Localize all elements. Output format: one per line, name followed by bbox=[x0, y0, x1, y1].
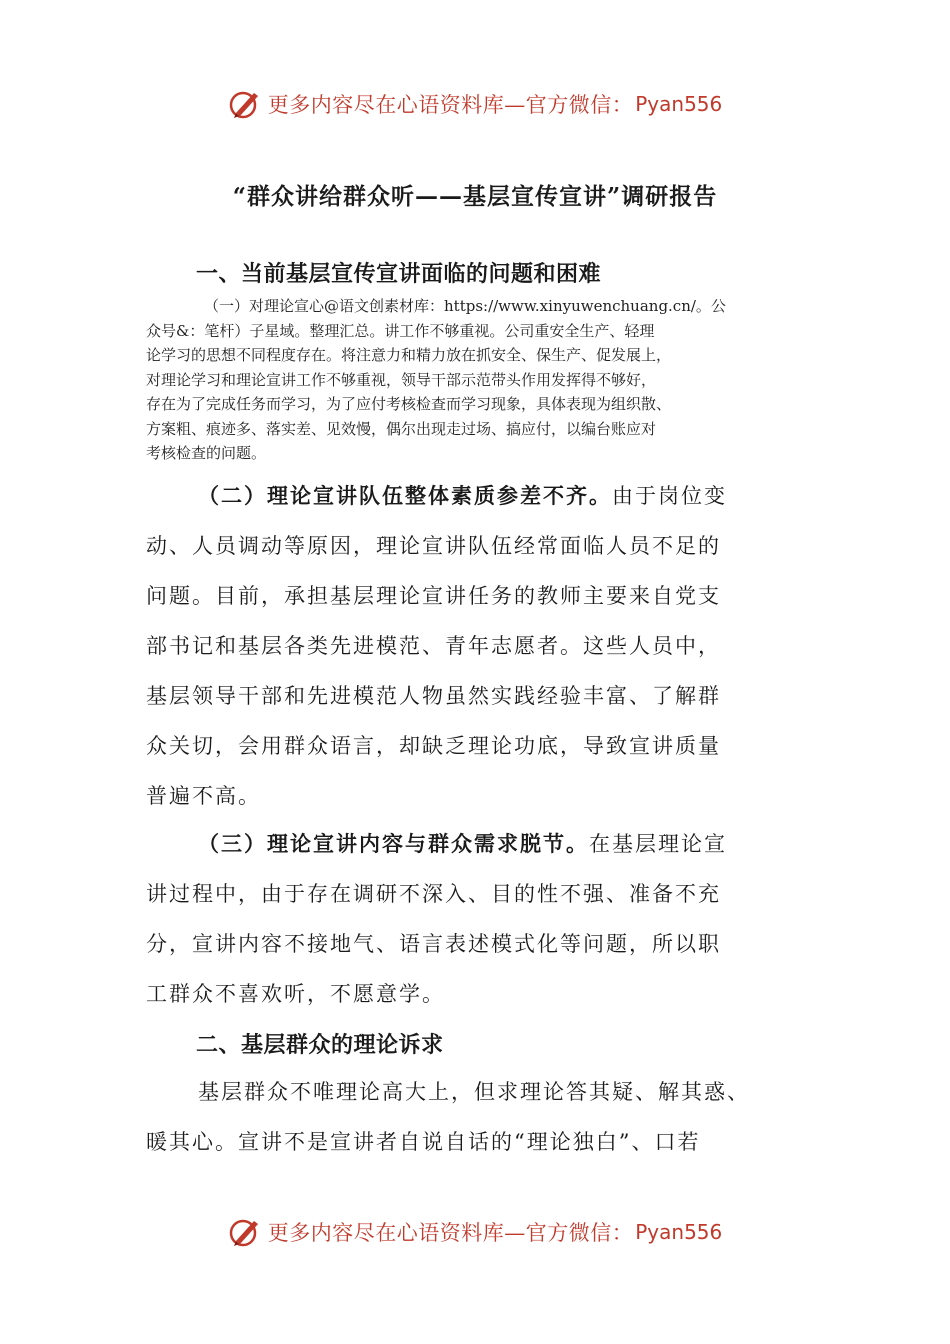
pen-logo-icon bbox=[228, 1215, 262, 1249]
paragraph-line: 对理论学习和理论宣讲工作不够重视，领导干部示范带头作用发挥得不够好， bbox=[146, 370, 657, 389]
paragraph-line: 问题。目前，承担基层理论宣讲任务的教师主要来自党支 bbox=[146, 584, 721, 608]
banner-brand-text: 更多内容尽在心语资料库—官方微信： bbox=[267, 1221, 634, 1245]
paragraph-lead: （三）理论宣讲内容与群众需求脱节。 bbox=[198, 831, 589, 856]
paragraph-line: 论学习的思想不同程度存在。将注意力和精力放在抓安全、保生产、促发展上， bbox=[146, 346, 672, 364]
paragraph-line: 方案粗、痕迹多、落实差、见效慢，偶尔出现走过场、搞应付，以编台账应对 bbox=[146, 419, 657, 438]
paragraph-line: 考核检查的问题。 bbox=[146, 444, 267, 462]
paragraph-line: 部书记和基层各类先进模范、青年志愿者。这些人员中， bbox=[146, 634, 721, 658]
paragraph-line: 普遍不高。 bbox=[146, 784, 261, 808]
paragraph-line: 众号&：笔杆）子星域。整理汇总。讲工作不够重视。公司重安全生产、轻理 bbox=[146, 321, 655, 340]
paragraph-line: 基层领导干部和先进模范人物虽然实践经验丰富、了解群 bbox=[146, 684, 721, 708]
paragraph-line: 基层群众不唯理论高大上，但求理论答其疑、解其惑、 bbox=[198, 1080, 750, 1104]
paragraph-text: 由于岗位变 bbox=[612, 484, 727, 508]
section-2-heading: 二、基层群众的理论诉求 bbox=[196, 1032, 444, 1058]
section-1-paragraph-1 bbox=[146, 294, 816, 466]
section-2-paragraph bbox=[146, 1067, 806, 1167]
paragraph-line bbox=[146, 819, 806, 869]
section-1-paragraph-3 bbox=[146, 819, 806, 1019]
paragraph-line: 分，宣讲内容不接地气、语言表述模式化等问题，所以职 bbox=[146, 932, 721, 956]
document-title: “群众讲给群众听——基层宣传宣讲”调研报告 bbox=[232, 183, 718, 210]
paragraph-line: 讲过程中，由于存在调研不深入、目的性不强、准备不充 bbox=[146, 882, 721, 906]
paragraph-line: 众关切，会用群众语言，却缺乏理论功底，导致宣讲质量 bbox=[146, 734, 721, 758]
paragraph-line: 暖其心。宣讲不是宣讲者自说自话的“理论独白”、口若 bbox=[146, 1130, 701, 1154]
paragraph-line: （一）对理论宣心@语文创素材库：https://www.xinyuwenchuang.cn/。公 bbox=[204, 297, 726, 315]
banner-account-text: Pyan556 bbox=[635, 92, 723, 116]
header-banner bbox=[0, 84, 950, 124]
pen-logo-icon bbox=[228, 87, 262, 121]
banner-brand-text: 更多内容尽在心语资料库—官方微信： bbox=[267, 93, 634, 117]
footer-banner bbox=[0, 1212, 950, 1252]
paragraph-line bbox=[146, 471, 806, 521]
paragraph-line: 存在为了完成任务而学习，为了应付考核检查而学习现象，具体表现为组织散、 bbox=[146, 395, 672, 413]
paragraph-line: 工群众不喜欢听，不愿意学。 bbox=[146, 982, 445, 1006]
paragraph-line: 动、人员调动等原因，理论宣讲队伍经常面临人员不足的 bbox=[146, 534, 721, 558]
section-1-heading: 一、当前基层宣传宣讲面临的问题和困难 bbox=[196, 261, 602, 287]
paragraph-text: 在基层理论宣 bbox=[589, 832, 727, 856]
section-1-paragraph-2 bbox=[146, 471, 806, 821]
banner-account-text: Pyan556 bbox=[635, 1220, 723, 1244]
paragraph-lead: （二）理论宣讲队伍整体素质参差不齐。 bbox=[198, 483, 612, 508]
